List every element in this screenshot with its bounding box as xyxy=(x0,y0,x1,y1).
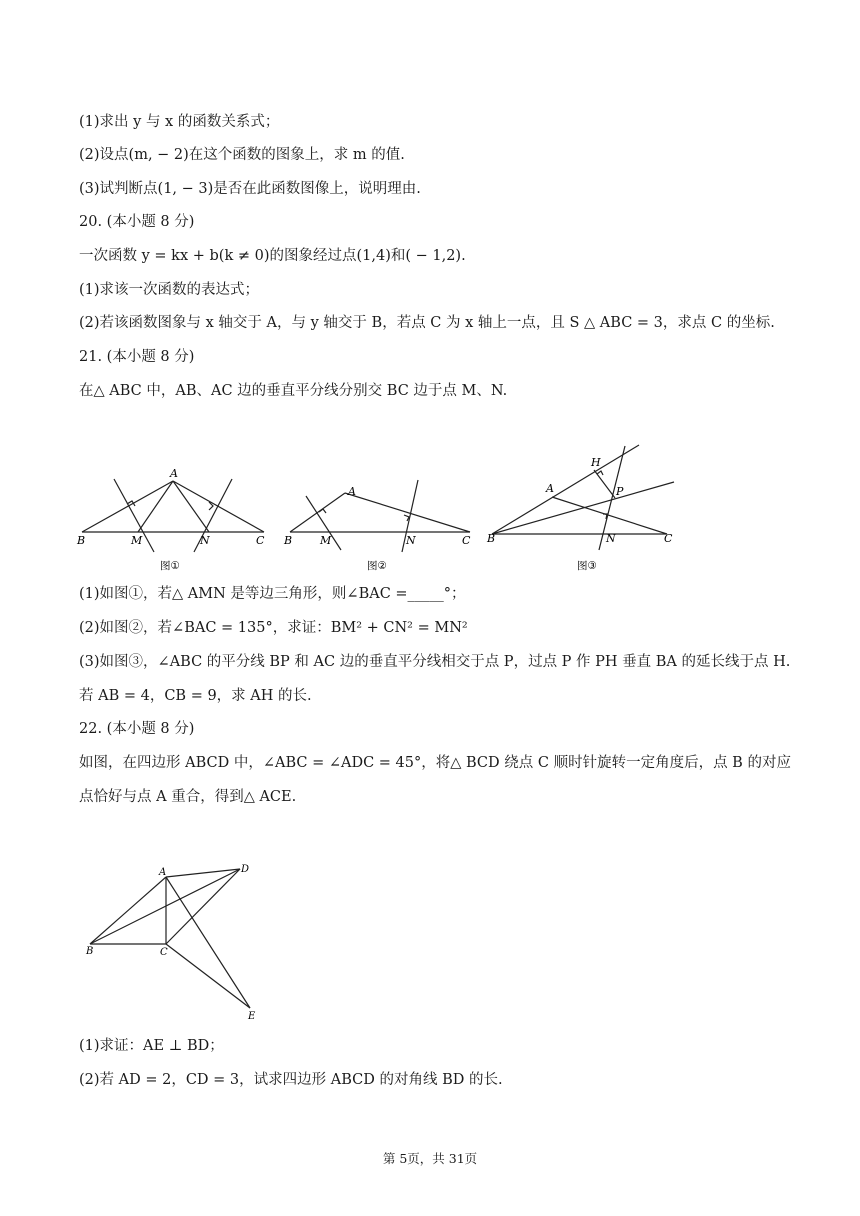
label-e: E xyxy=(248,1011,256,1022)
q22-part1: (1)求证：AE ⊥ BD； xyxy=(79,1038,224,1054)
q21-figure-3 xyxy=(482,438,682,578)
q21-figure-1 xyxy=(72,462,272,574)
label-a: A xyxy=(159,867,167,878)
label-n: N xyxy=(406,534,416,547)
label-m: M xyxy=(131,534,143,547)
label-p: P xyxy=(616,485,624,498)
label-n: N xyxy=(606,532,616,545)
label-n: N xyxy=(200,534,210,547)
label-c: C xyxy=(256,534,265,547)
q21-part2: (2)如图②，若∠BAC = 135°，求证：BM² + CN² = MN² xyxy=(79,620,468,636)
label-d: D xyxy=(241,864,250,875)
q20-part2: (2)若该函数图象与 x 轴交于 A，与 y 轴交于 B，若点 C 为 x 轴上一点，且 S △ ABC = 3，求点 C 的坐标. xyxy=(79,315,775,331)
label-b: B xyxy=(284,534,293,547)
figure-caption: 图② xyxy=(367,560,387,572)
label-a: A xyxy=(348,485,356,498)
q20-header: 20. (本小题 8 分) xyxy=(79,214,195,230)
q22-part2: (2)若 AD = 2，CD = 3，试求四边形 ABCD 的对角线 BD 的长. xyxy=(79,1072,503,1088)
label-h: H xyxy=(591,456,601,469)
q21-part1: (1)如图①，若△ AMN 是等边三角形，则∠BAC =_____°； xyxy=(79,586,466,602)
q20-stem: 一次函数 y = kx + b(k ≠ 0)的图象经过点(1,4)和( − 1,2). xyxy=(79,248,466,264)
q19-part1: (1)求出 y 与 x 的函数关系式； xyxy=(79,114,280,130)
q20-part1: (1)求该一次函数的表达式； xyxy=(79,282,260,298)
figure-caption: 图① xyxy=(160,560,180,572)
label-b: B xyxy=(86,946,94,957)
label-c: C xyxy=(462,534,471,547)
label-b: B xyxy=(77,534,86,547)
q22-stem-line2: 点恰好与点 A 重合，得到△ ACE. xyxy=(79,789,297,805)
q22-stem-line1: 如图，在四边形 ABCD 中，∠ABC = ∠ADC = 45°，将△ BCD 绕点 C 顺时针旋转一定角度后，点 B 的对应 xyxy=(79,755,791,771)
q21-part3-continued: 若 AB = 4，CB = 9，求 AH 的长. xyxy=(79,688,312,704)
page-footer: 第 5页，共 31页 xyxy=(382,1151,478,1166)
q21-header: 21. (本小题 8 分) xyxy=(79,349,195,365)
q22-figure xyxy=(80,858,270,1028)
label-c: C xyxy=(664,532,673,545)
label-m: M xyxy=(320,534,332,547)
label-a: A xyxy=(546,482,554,495)
q19-part3: (3)试判断点(1, − 3)是否在此函数图像上，说明理由. xyxy=(79,181,421,197)
q22-header: 22. (本小题 8 分) xyxy=(79,721,195,737)
label-a: A xyxy=(170,467,178,480)
q21-part3: (3)如图③，∠ABC 的平分线 BP 和 AC 边的垂直平分线相交于点 P，过点 P 作 PH 垂直 BA 的延长线于点 H. xyxy=(79,654,791,670)
q21-stem: 在△ ABC 中，AB、AC 边的垂直平分线分别交 BC 边于点 M、N. xyxy=(79,383,508,399)
q19-part2: (2)设点(m, − 2)在这个函数的图象上，求 m 的值. xyxy=(79,147,405,163)
q21-figure-2 xyxy=(280,462,475,574)
label-c: C xyxy=(160,947,168,958)
label-b: B xyxy=(487,532,496,545)
figure-caption: 图③ xyxy=(577,560,597,572)
